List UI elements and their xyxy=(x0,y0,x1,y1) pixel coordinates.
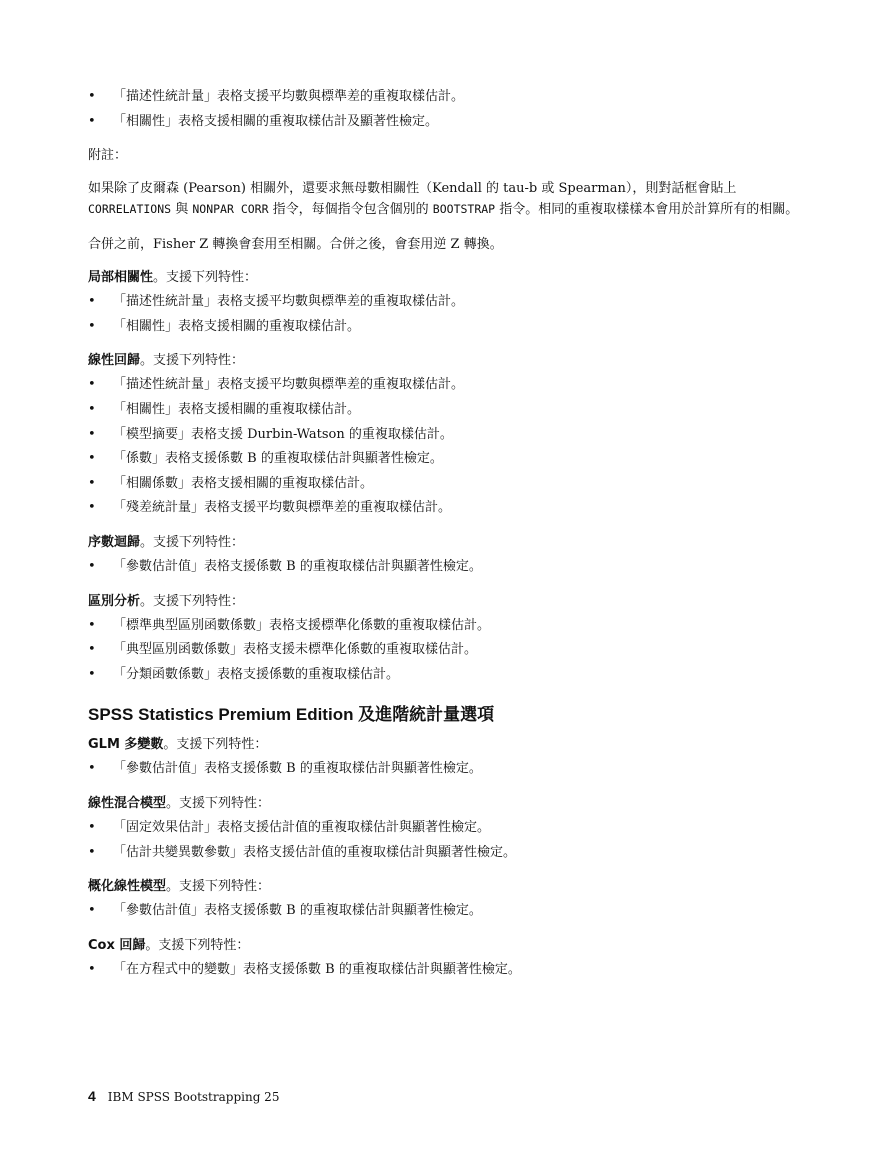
section-suffix: 。支援下列特性： xyxy=(140,353,245,369)
major-heading: SPSS Statistics Premium Edition 及進階統計量選項 xyxy=(88,705,495,725)
list-item-text: 「參數估計值」表格支援係數 B 的重複取樣估計與顯著性檢定。 xyxy=(113,903,482,919)
list-item-text: 「相關性」表格支援相關的重複取樣估計。 xyxy=(113,318,361,334)
section-suffix: 。支援下列特性： xyxy=(166,879,271,895)
list-item-text: 「固定效果估計」表格支援估計值的重複取樣估計與顯著性檢定。 xyxy=(113,819,491,835)
list-item-text: 「描述性統計量」表格支援平均數與標準差的重複取樣估計。 xyxy=(113,377,465,393)
section-suffix: 。支援下列特性： xyxy=(166,795,271,811)
list-item-text: 「描述性統計量」表格支援平均數與標準差的重複取樣估計。 xyxy=(113,294,465,310)
list-item-text: 「殘差統計量」表格支援平均數與標準差的重複取樣估計。 xyxy=(113,500,452,516)
list-item xyxy=(88,641,808,658)
section-term: 區別分析 xyxy=(88,593,141,609)
list-item-text: 「典型區別函數係數」表格支援未標準化係數的重複取樣估計。 xyxy=(113,642,478,658)
list-item-text: 「係數」表格支援係數 B 的重複取樣估計與顯著性檢定。 xyxy=(113,451,443,467)
fisher-paragraph: 合併之前，Fisher Z 轉換會套用至相關。合併之後，會套用逆 Z 轉換。 xyxy=(88,237,503,253)
list-item-text: 「相關性」表格支援相關的重複取樣估計及顯著性檢定。 xyxy=(113,113,439,129)
bullet-marker: • xyxy=(88,500,96,516)
list-item xyxy=(88,617,808,634)
section-bullet-list xyxy=(88,961,808,978)
page-footer xyxy=(88,1088,279,1104)
bullet-marker: • xyxy=(88,961,96,977)
bullet-marker: • xyxy=(88,844,96,860)
section-bullet-list xyxy=(88,617,808,683)
note-text-2: 與 xyxy=(171,202,193,218)
list-item xyxy=(88,113,808,130)
bullet-marker: • xyxy=(88,617,96,633)
list-item-text: 「模型摘要」表格支援 Durbin-Watson 的重複取樣估計。 xyxy=(113,426,453,442)
section-bullet-list xyxy=(88,819,808,861)
section-heading xyxy=(88,352,808,369)
list-item-text: 「估計共變異數參數」表格支援估計值的重複取樣估計與顯著性檢定。 xyxy=(113,844,517,860)
bullet-marker: • xyxy=(88,89,96,104)
section-bullet-list xyxy=(88,902,808,919)
list-item-text: 「描述性統計量」表格支援平均數與標準差的重複取樣估計。 xyxy=(113,89,465,104)
bullet-marker: • xyxy=(88,426,96,442)
page-number: 4 xyxy=(88,1088,96,1104)
section-term: Cox 回歸 xyxy=(88,937,146,953)
list-item-text: 「在方程式中的變數」表格支援係數 B 的重複取樣估計與顯著性檢定。 xyxy=(113,961,521,977)
bullet-marker: • xyxy=(88,761,96,777)
list-item-text: 「相關性」表格支援相關的重複取樣估計。 xyxy=(113,401,361,417)
list-item-text: 「標準典型區別函數係數」表格支援標準化係數的重複取樣估計。 xyxy=(113,617,491,633)
section-bullet-list xyxy=(88,558,808,575)
bullet-marker: • xyxy=(88,903,96,919)
section-heading xyxy=(88,878,808,895)
bullet-marker: • xyxy=(88,475,96,491)
list-item xyxy=(88,376,808,393)
section-bullet-list xyxy=(88,760,808,777)
section-suffix: 。支援下列特性： xyxy=(140,534,245,550)
list-item xyxy=(88,401,808,418)
bullet-marker: • xyxy=(88,294,96,310)
list-item xyxy=(88,88,808,105)
list-item-text: 「相關係數」表格支援相關的重複取樣估計。 xyxy=(113,475,374,491)
list-item-text: 「參數估計值」表格支援係數 B 的重複取樣估計與顯著性檢定。 xyxy=(113,761,482,777)
list-item xyxy=(88,844,808,861)
section-term: 線性回歸 xyxy=(88,353,141,369)
list-item xyxy=(88,902,808,919)
sections-group-a xyxy=(88,269,808,700)
list-item xyxy=(88,666,808,683)
list-item xyxy=(88,426,808,443)
footer-title: IBM SPSS Bootstrapping 25 xyxy=(107,1090,280,1104)
list-item xyxy=(88,961,808,978)
bullet-marker: • xyxy=(88,318,96,334)
section-bullet-list xyxy=(88,293,808,335)
code-nonpar-corr: NONPAR CORR xyxy=(192,202,269,217)
list-item xyxy=(88,499,808,516)
list-item xyxy=(88,293,808,310)
list-item xyxy=(88,475,808,492)
section-term: 局部相關性 xyxy=(88,270,154,286)
note-text-4: 指令。相同的重複取樣樣本會用於計算所有的相關。 xyxy=(495,202,799,218)
section-heading xyxy=(88,269,808,286)
note-paragraph xyxy=(88,178,808,220)
list-item xyxy=(88,819,808,836)
note-text-1: 如果除了皮爾森 (Pearson) 相關外，還要求無母數相關性（Kendall 的 tau-b 或 Spearman），則對話框會貼上 xyxy=(88,181,737,197)
bullet-marker: • xyxy=(88,401,96,417)
section-term: 序數迴歸 xyxy=(88,534,141,550)
section-heading xyxy=(88,937,808,954)
section-term: 線性混合模型 xyxy=(88,795,167,811)
section-term: 概化線性模型 xyxy=(88,879,167,895)
section-heading xyxy=(88,736,808,753)
bullet-marker: • xyxy=(88,819,96,835)
note-text-3: 指令，每個指令包含個別的 xyxy=(268,202,433,218)
section-term: GLM 多變數 xyxy=(88,737,164,753)
bullet-marker: • xyxy=(88,451,96,467)
section-heading xyxy=(88,534,808,551)
section-suffix: 。支援下列特性： xyxy=(145,937,250,953)
list-item xyxy=(88,558,808,575)
section-bullet-list xyxy=(88,376,808,516)
list-item-text: 「分類函數係數」表格支援係數的重複取樣估計。 xyxy=(113,666,400,682)
code-correlations: CORRELATIONS xyxy=(88,202,172,217)
section-suffix: 。支援下列特性： xyxy=(153,270,258,286)
bullet-marker: • xyxy=(88,558,96,574)
bullet-marker: • xyxy=(88,113,96,129)
list-item xyxy=(88,760,808,777)
section-suffix: 。支援下列特性： xyxy=(163,737,268,753)
bullet-marker: • xyxy=(88,666,96,682)
list-item-text: 「參數估計值」表格支援係數 B 的重複取樣估計與顯著性檢定。 xyxy=(113,558,482,574)
section-suffix: 。支援下列特性： xyxy=(140,593,245,609)
page-content xyxy=(88,88,808,995)
bullet-marker: • xyxy=(88,642,96,658)
section-heading xyxy=(88,795,808,812)
top-bullet-list xyxy=(88,88,808,130)
list-item xyxy=(88,450,808,467)
bullet-marker: • xyxy=(88,377,96,393)
list-item xyxy=(88,318,808,335)
code-bootstrap: BOOTSTRAP xyxy=(432,202,496,217)
sections-group-b xyxy=(88,736,808,995)
section-heading xyxy=(88,593,808,610)
note-label: 附註： xyxy=(88,148,128,164)
